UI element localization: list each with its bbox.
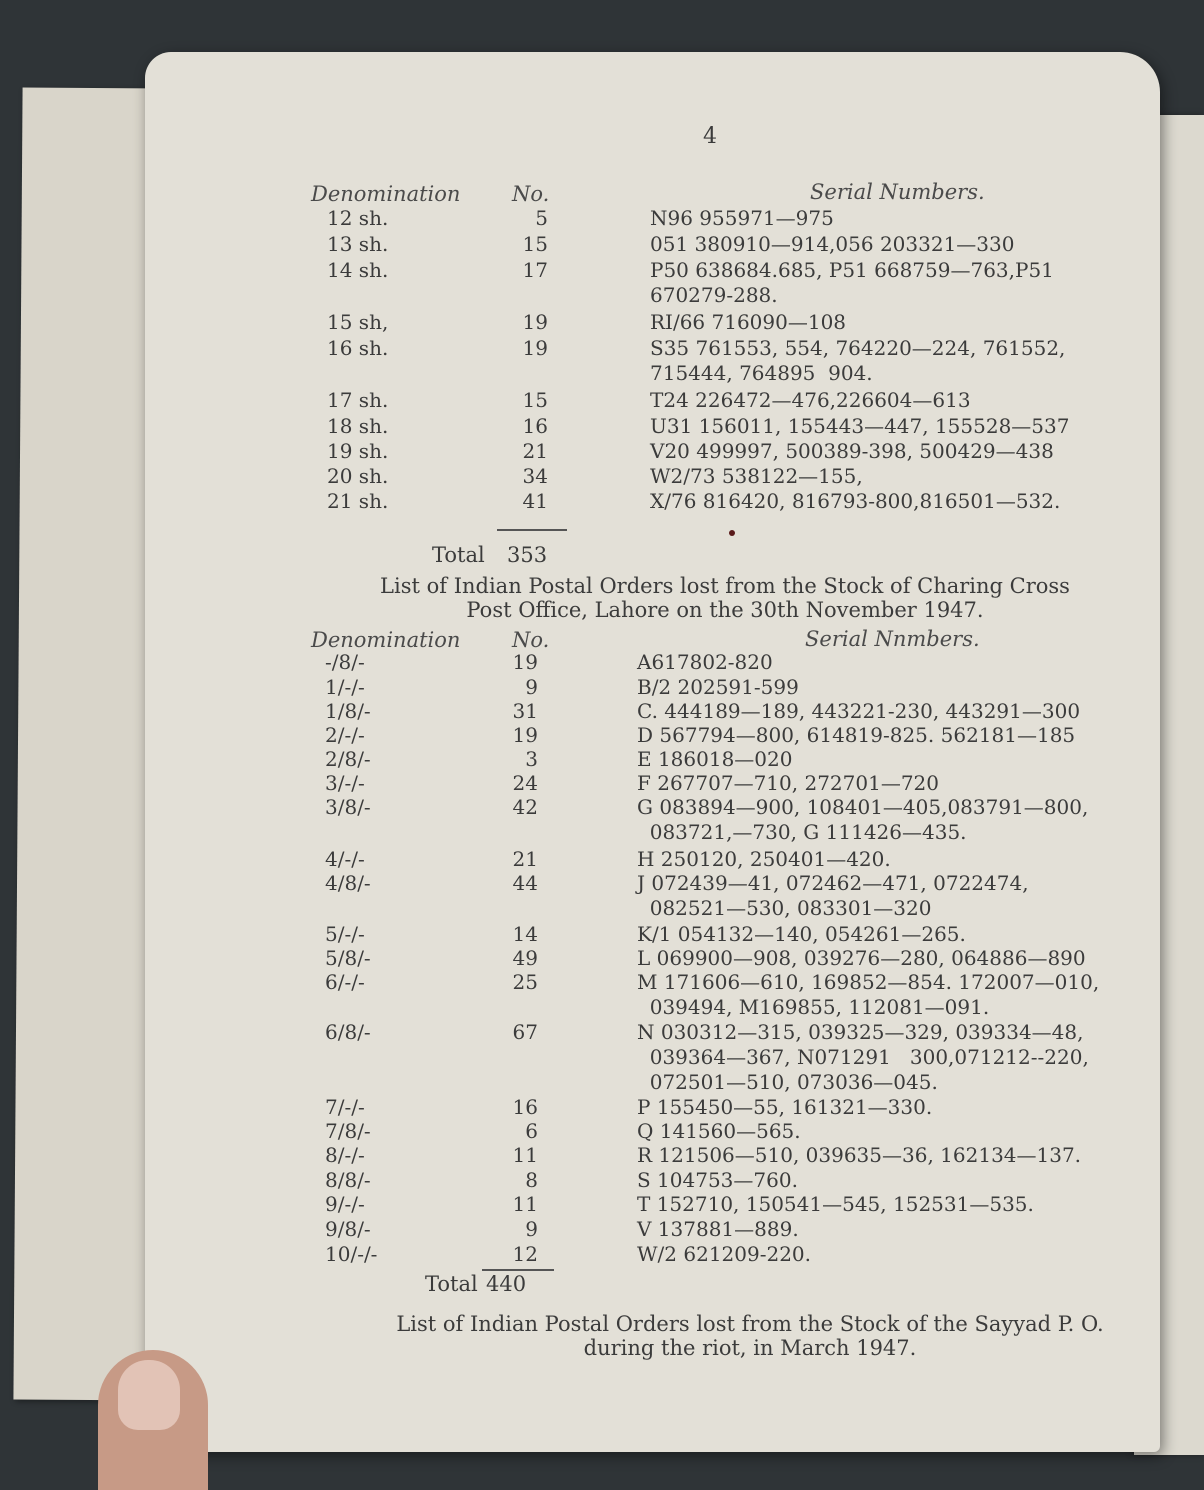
table-row	[145, 1119, 1160, 1145]
total-rule-1	[497, 529, 567, 531]
count-cell: 21	[522, 439, 548, 463]
heading-charing-cross: List of Indian Postal Orders lost from the Stock of Charing Cross Post Office, Lahore on the 30th November 1947.	[380, 574, 1070, 622]
count-cell: 21	[512, 847, 538, 871]
count-cell: 5	[535, 206, 548, 230]
denomination-cell: 17 sh.	[327, 388, 389, 412]
serial-cell: J 072439—41, 072462—471, 0722474, 082521—530, 083301—320	[637, 871, 1029, 920]
denomination-cell: -/8/-	[325, 650, 365, 674]
count-cell: 31	[512, 699, 538, 723]
denomination-cell: 2/8/-	[325, 747, 371, 771]
table-row	[145, 847, 1160, 873]
table-row	[145, 1192, 1160, 1218]
denomination-cell: 5/8/-	[325, 946, 371, 970]
denomination-cell: 21 sh.	[327, 489, 389, 513]
serial-cell: R 121506—510, 039635—36, 162134—137.	[637, 1143, 1082, 1167]
serial-cell: K/1 054132—140, 054261—265.	[637, 922, 966, 946]
table-row	[145, 1217, 1160, 1243]
count-cell: 11	[512, 1192, 538, 1216]
denomination-cell: 9/-/-	[325, 1192, 365, 1216]
serial-cell: T 152710, 150541—545, 152531—535.	[637, 1192, 1034, 1216]
serial-cell: U31 156011, 155443—447, 155528—537	[650, 414, 1070, 438]
table2-total-label: Total	[425, 1272, 478, 1296]
table-row	[145, 489, 1160, 515]
denomination-cell: 4/8/-	[325, 871, 371, 895]
denomination-cell: 19 sh.	[327, 439, 389, 463]
count-cell: 17	[522, 258, 548, 282]
denomination-cell: 7/8/-	[325, 1119, 371, 1143]
denomination-cell: 3/-/-	[325, 771, 365, 795]
document-page	[145, 52, 1160, 1452]
denomination-cell: 10/-/-	[325, 1242, 378, 1266]
serial-cell: V 137881—889.	[637, 1217, 799, 1241]
count-cell: 34	[522, 464, 548, 488]
denomination-cell: 1/8/-	[325, 699, 371, 723]
serial-cell: RI/66 716090—108	[650, 310, 847, 334]
table2-header-no: No.	[512, 628, 550, 652]
serial-cell: G 083894—900, 108401—405,083791—800, 083721,—730, G 111426—435.	[637, 795, 1089, 844]
denomination-cell: 8/8/-	[325, 1168, 371, 1192]
table2-total-value: 440	[486, 1272, 527, 1296]
total-rule-2	[482, 1269, 554, 1271]
count-cell: 16	[512, 1095, 538, 1119]
serial-cell: X/76 816420, 816793-800,816501—532.	[650, 489, 1061, 513]
count-cell: 44	[512, 871, 538, 895]
count-cell: 6	[525, 1119, 538, 1143]
serial-cell: Q 141560—565.	[637, 1119, 801, 1143]
table1-total-value: 353	[507, 543, 548, 567]
table-row	[145, 1020, 1160, 1094]
thumbnail	[118, 1360, 180, 1430]
denomination-cell: 13 sh.	[327, 232, 389, 256]
table-row	[145, 946, 1160, 972]
table-row	[145, 464, 1160, 490]
heading-sayyad: List of Indian Postal Orders lost from the Stock of the Sayyad P. O. during the riot, in March 1947.	[396, 1312, 1104, 1360]
serial-cell: S35 761553, 554, 764220—224, 761552, 715444, 764895 904.	[650, 336, 1066, 385]
table2-header-denomination: Denomination	[311, 628, 461, 652]
count-cell: 16	[522, 414, 548, 438]
count-cell: 14	[512, 922, 538, 946]
count-cell: 12	[512, 1242, 538, 1266]
table-row	[145, 414, 1160, 440]
denomination-cell: 3/8/-	[325, 795, 371, 819]
table1-header-serial: Serial Numbers.	[810, 180, 985, 204]
serial-cell: N 030312—315, 039325—329, 039334—48, 039364—367, N071291 300,071212--220, 072501—510, 073036—045.	[637, 1020, 1089, 1094]
denomination-cell: 6/-/-	[325, 970, 365, 994]
serial-cell: L 069900—908, 039276—280, 064886—890	[637, 946, 1086, 970]
count-cell: 24	[512, 771, 538, 795]
table-row	[145, 232, 1160, 258]
table-row	[145, 206, 1160, 232]
table-row	[145, 439, 1160, 465]
table2-header-serial: Serial Nnmbers.	[805, 627, 980, 651]
count-cell: 9	[525, 1217, 538, 1241]
serial-cell: H 250120, 250401—420.	[637, 847, 891, 871]
denomination-cell: 15 sh,	[327, 310, 389, 334]
serial-cell: F 267707—710, 272701—720	[637, 771, 939, 795]
count-cell: 19	[522, 336, 548, 360]
denomination-cell: 9/8/-	[325, 1217, 371, 1241]
serial-cell: P50 638684.685, P51 668759—763,P51 670279-288.	[650, 258, 1054, 307]
table-row	[145, 1242, 1160, 1268]
count-cell: 19	[522, 310, 548, 334]
table-row	[145, 871, 1160, 920]
count-cell: 41	[522, 489, 548, 513]
serial-cell: V20 499997, 500389-398, 500429—438	[650, 439, 1054, 463]
denomination-cell: 6/8/-	[325, 1020, 371, 1044]
table-row	[145, 388, 1160, 414]
table-row	[145, 1143, 1160, 1169]
table-row	[145, 310, 1160, 336]
table-row	[145, 336, 1160, 385]
denomination-cell: 12 sh.	[327, 206, 389, 230]
serial-cell: E 186018—020	[637, 747, 793, 771]
table-row	[145, 771, 1160, 797]
ink-dot	[729, 530, 735, 536]
denomination-cell: 2/-/-	[325, 723, 365, 747]
count-cell: 49	[512, 946, 538, 970]
table-row	[145, 970, 1160, 1019]
serial-cell: B/2 202591-599	[637, 675, 799, 699]
denomination-cell: 7/-/-	[325, 1095, 365, 1119]
denomination-cell: 1/-/-	[325, 675, 365, 699]
table1-total-label: Total	[432, 543, 485, 567]
count-cell: 3	[525, 747, 538, 771]
table-row	[145, 258, 1160, 307]
count-cell: 19	[512, 650, 538, 674]
serial-cell: M 171606—610, 169852—854. 172007—010, 039494, M169855, 112081—091.	[637, 970, 1100, 1019]
denomination-cell: 8/-/-	[325, 1143, 365, 1167]
table-row	[145, 675, 1160, 701]
serial-cell: 051 380910—914,056 203321—330	[650, 232, 1015, 256]
table-row	[145, 747, 1160, 773]
denomination-cell: 4/-/-	[325, 847, 365, 871]
table-row	[145, 650, 1160, 676]
count-cell: 9	[525, 675, 538, 699]
count-cell: 67	[512, 1020, 538, 1044]
page-number: 4	[703, 124, 717, 149]
serial-cell: P 155450—55, 161321—330.	[637, 1095, 933, 1119]
table1-header-no: No.	[512, 182, 550, 206]
count-cell: 19	[512, 723, 538, 747]
denomination-cell: 5/-/-	[325, 922, 365, 946]
serial-cell: N96 955971—975	[650, 206, 834, 230]
count-cell: 25	[512, 970, 538, 994]
serial-cell: A617802-820	[637, 650, 773, 674]
count-cell: 15	[522, 232, 548, 256]
serial-cell: W/2 621209-220.	[637, 1242, 812, 1266]
serial-cell: W2/73 538122—155,	[650, 464, 863, 488]
denomination-cell: 18 sh.	[327, 414, 389, 438]
denomination-cell: 20 sh.	[327, 464, 389, 488]
table-row	[145, 1168, 1160, 1194]
serial-cell: S 104753—760.	[637, 1168, 798, 1192]
count-cell: 42	[512, 795, 538, 819]
table-row	[145, 922, 1160, 948]
count-cell: 15	[522, 388, 548, 412]
table-row	[145, 723, 1160, 749]
count-cell: 11	[512, 1143, 538, 1167]
denomination-cell: 16 sh.	[327, 336, 389, 360]
serial-cell: C. 444189—189, 443221-230, 443291—300	[637, 699, 1081, 723]
serial-cell: T24 226472—476,226604—613	[650, 388, 971, 412]
count-cell: 8	[525, 1168, 538, 1192]
table1-header-denomination: Denomination	[311, 182, 461, 206]
table-row	[145, 699, 1160, 725]
table-row	[145, 795, 1160, 844]
serial-cell: D 567794—800, 614819-825. 562181—185	[637, 723, 1076, 747]
denomination-cell: 14 sh.	[327, 258, 389, 282]
table-row	[145, 1095, 1160, 1121]
